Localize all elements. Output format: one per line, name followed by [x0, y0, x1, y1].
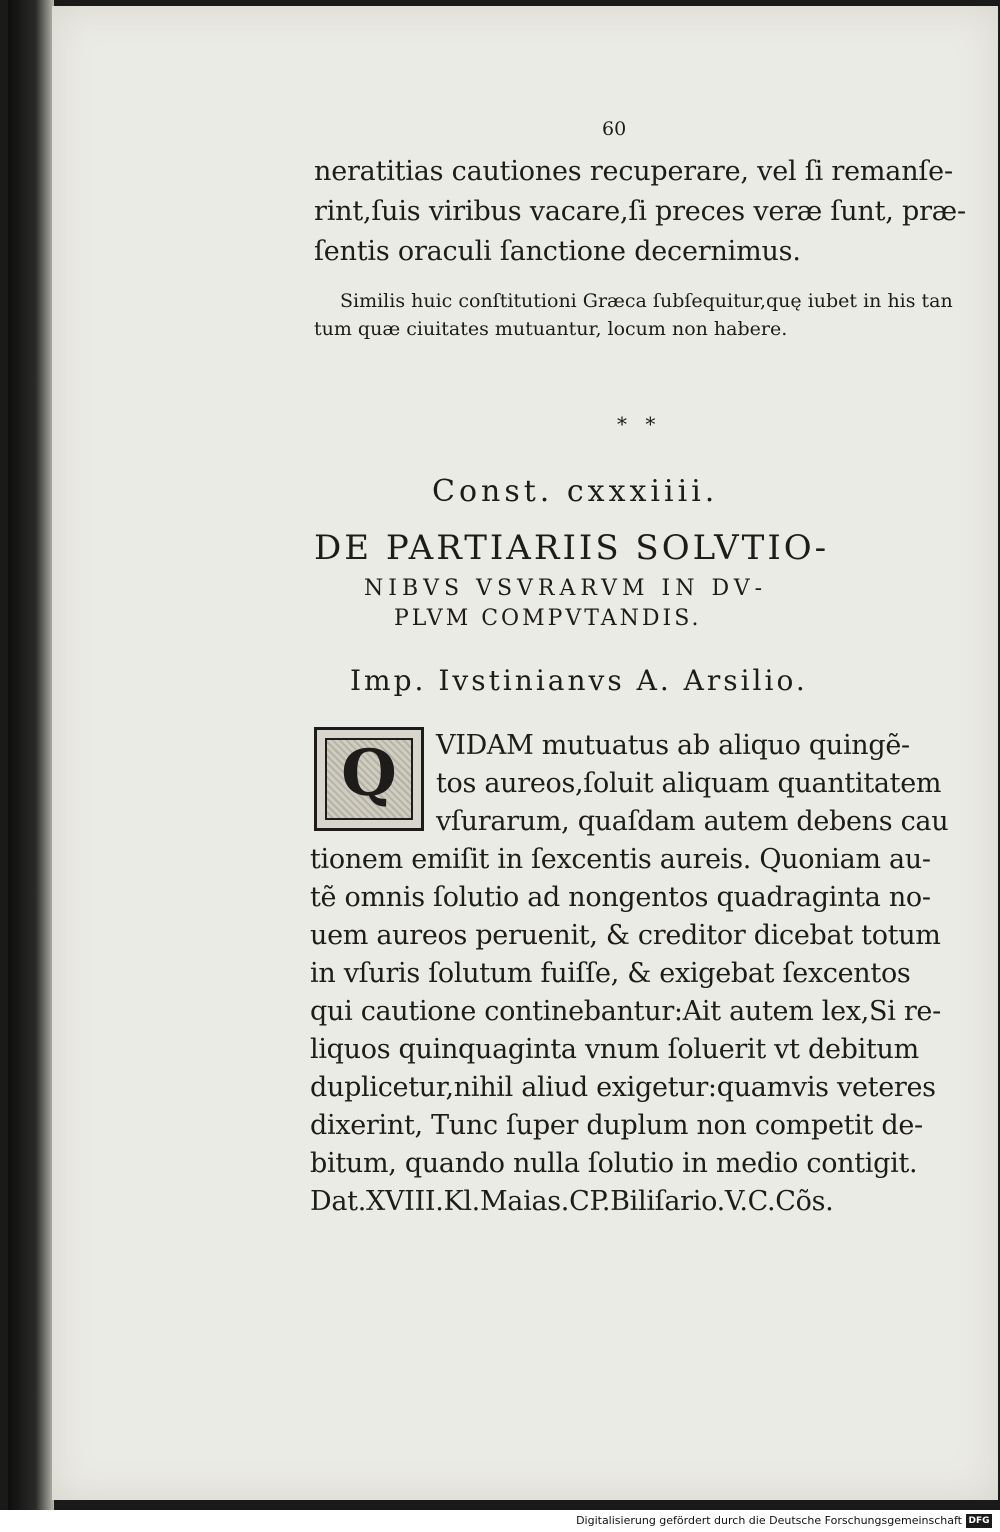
main-text-line: tos aureos,ſoluit aliquam quantitatem [436, 768, 942, 799]
note-line: Similis huic conſtitutioni Græca ſubſequitur,quę iubet in his tan [340, 290, 953, 312]
top-text-line: neratitias cautiones recuperare, vel ſi remanſe‑ [314, 156, 953, 187]
section-title: DE PARTIARIIS SOLVTIO‑ [314, 528, 830, 568]
main-text-line: duplicetur,nihil aliud exigetur:quamvis veteres [310, 1072, 936, 1103]
initial-letter: Q [341, 736, 397, 811]
main-text-line: liquos quinquaginta vnum ſoluerit vt debitum [310, 1034, 919, 1065]
note-line: tum quæ ciuitates mutuantur, locum non habere. [314, 318, 788, 340]
main-text-line: in vſuris ſolutum fuiſſe, & exigebat ſexcentos [310, 958, 911, 989]
section-subtitle-line: NIBVS VSVRARVM IN DV‑ [364, 576, 768, 601]
constitution-number: Const. cxxxiiii. [432, 474, 719, 509]
section-subtitle-line: PLVM COMPVTANDIS. [394, 606, 702, 631]
top-text-line: ſentis oraculi ſanctione decernimus. [314, 236, 801, 267]
footer-credit: Digitalisierung gefördert durch die Deutsche Forschungsgemeinschaft [576, 1514, 962, 1527]
main-text-line: bitum, quando nulla ſolutio in medio contigit. [310, 1148, 918, 1179]
main-text-line: vſurarum, quaſdam autem debens cau [436, 806, 949, 837]
main-text-line: VIDAM mutuatus ab aliquo quingẽ‑ [436, 730, 910, 761]
main-text-line: dixerint, Tunc ſuper duplum non competit de‑ [310, 1110, 923, 1141]
main-text-line: tẽ omnis ſolutio ad nongentos quadraginta no‑ [310, 882, 931, 913]
section-divider-stars: * * [617, 412, 662, 436]
main-text-line: uem aureos peruenit, & creditor dicebat totum [310, 920, 941, 951]
book-gutter [8, 0, 54, 1510]
dfg-logo: DFG [966, 1514, 992, 1528]
emperor-address: Imp. Ivstinianvs A. Arsilio. [350, 664, 808, 697]
top-text-line: rint,ſuis viribus vacare,ſi preces veræ ſunt, præ‑ [314, 196, 966, 227]
page-number: 60 [602, 118, 627, 140]
main-text-line: tionem emiſit in ſexcentis aureis. Quoniam au‑ [310, 844, 931, 875]
main-text-line: Dat.XVIII.Kl.Maias.CP.Biliſario.V.C.Cõs. [310, 1186, 834, 1217]
main-text-line: qui cautione continebantur:Ait autem lex,Si re‑ [310, 996, 941, 1027]
decorated-initial [314, 727, 424, 831]
